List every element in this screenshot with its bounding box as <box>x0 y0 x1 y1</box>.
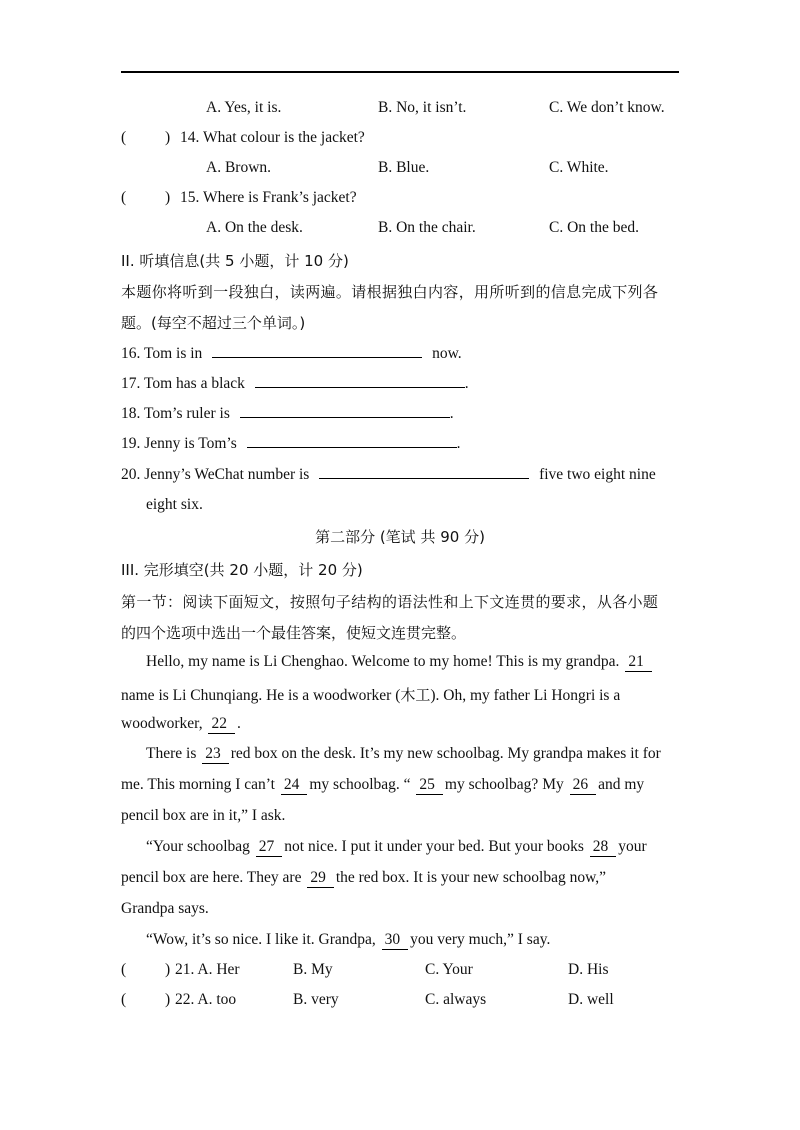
blank-28[interactable]: 28 <box>590 838 617 857</box>
passage-p4-line1 <box>146 931 550 950</box>
q16-text-end: now. <box>432 345 462 362</box>
q18-blank[interactable] <box>240 403 450 418</box>
q13-option-c[interactable]: C. We don’t know. <box>549 99 665 116</box>
q21-option-d[interactable]: D. His <box>568 961 609 978</box>
q22-answer-close: ) <box>165 991 171 1008</box>
passage-text: “Your schoolbag <box>146 838 250 855</box>
q13-option-b[interactable]: B. No, it isn’t. <box>378 99 467 116</box>
q22-option-d[interactable]: D. well <box>568 991 614 1008</box>
passage-text: not nice. I put it under your bed. But your books <box>284 838 584 855</box>
passage-text: the red box. It is your new schoolbag now,” <box>335 869 607 886</box>
blank-25[interactable]: 25 <box>416 776 443 795</box>
q13-option-a[interactable]: A. Yes, it is. <box>206 99 282 116</box>
top-rule <box>121 71 679 73</box>
q16-text: 16. Tom is in <box>121 345 203 362</box>
passage-text: ). Oh, my father Li Hongri is a <box>430 687 621 704</box>
q18-text-end: . <box>449 405 454 422</box>
passage-text: my schoolbag? My <box>444 776 564 793</box>
section-3-heading: III. 完形填空(共 20 小题，计 20 分) <box>121 561 363 579</box>
q21-option-a[interactable]: 21. A. Her <box>175 961 240 978</box>
q17-text: 17. Tom has a black <box>121 375 245 392</box>
passage-text: your <box>618 838 647 855</box>
passage-text-cjk: 木工 <box>400 686 431 704</box>
blank-21[interactable]: 21 <box>625 653 652 672</box>
q14-option-b[interactable]: B. Blue. <box>378 159 430 176</box>
passage-text: name is Li Chunqiang. He is a woodworker ( <box>121 687 401 704</box>
q20-line <box>121 464 656 484</box>
blank-23[interactable]: 23 <box>202 745 229 764</box>
section-2-heading: II. 听填信息(共 5 小题，计 10 分) <box>121 252 349 270</box>
q15-option-c[interactable]: C. On the bed. <box>549 219 639 236</box>
q14-answer-close: ) <box>165 129 171 146</box>
section-2-instructions-line1: 本题你将听到一段独白，读两遍。请根据独白内容，用所听到的信息完成下列各 <box>121 283 659 301</box>
passage-p3-line3: Grandpa says. <box>121 900 209 917</box>
passage-text: and my <box>598 776 645 793</box>
q14-question: 14. What colour is the jacket? <box>180 129 365 146</box>
q15-question: 15. Where is Frank’s jacket? <box>180 189 357 206</box>
q20-blank[interactable] <box>319 464 529 479</box>
q15-answer-open: ( <box>121 189 127 206</box>
q19-text-end: . <box>456 435 461 452</box>
blank-29[interactable]: 29 <box>307 869 334 888</box>
blank-24[interactable]: 24 <box>281 776 308 795</box>
blank-30[interactable]: 30 <box>382 931 409 950</box>
q20-continuation: eight six. <box>146 496 203 513</box>
blank-27[interactable]: 27 <box>256 838 283 857</box>
q20-text: 20. Jenny’s WeChat number is <box>121 466 310 483</box>
passage-text: . <box>236 715 241 732</box>
q14-option-a[interactable]: A. Brown. <box>206 159 272 176</box>
passage-text: my schoolbag. “ <box>309 776 411 793</box>
q14-answer-open: ( <box>121 129 127 146</box>
section-3-instructions-line1: 第一节：阅读下面短文，按照句子结构的语法性和上下文连贯的要求，从各小题 <box>121 593 659 611</box>
passage-p2-line3: pencil box are in it,” I ask. <box>121 807 286 824</box>
passage-p2-line2 <box>121 776 644 795</box>
q15-option-a[interactable]: A. On the desk. <box>206 219 303 236</box>
q22-option-a[interactable]: 22. A. too <box>175 991 237 1008</box>
q22-answer-open: ( <box>121 991 127 1008</box>
passage-p3-line2 <box>121 869 606 888</box>
q21-answer-open: ( <box>121 961 127 978</box>
q17-text-end: . <box>464 375 469 392</box>
q19-line <box>121 433 461 453</box>
q17-blank[interactable] <box>255 373 465 388</box>
passage-text: woodworker, <box>121 715 203 732</box>
passage-text: pencil box are here. They are <box>121 869 302 886</box>
passage-text: Hello, my name is Li Chenghao. Welcome to my home! This is my grandpa. <box>146 653 620 670</box>
blank-22[interactable]: 22 <box>208 715 235 734</box>
q16-line <box>121 343 462 363</box>
section-3-instructions-line2: 的四个选项中选出一个最佳答案，使短文连贯完整。 <box>121 624 467 642</box>
q17-line <box>121 373 469 393</box>
q19-blank[interactable] <box>247 433 457 448</box>
passage-p1-line1 <box>146 653 654 672</box>
q18-line <box>121 403 454 423</box>
q16-blank[interactable] <box>212 343 422 358</box>
q15-answer-close: ) <box>165 189 171 206</box>
passage-text: red box on the desk. It’s my new schoolbag. My grandpa makes it for <box>230 745 661 762</box>
passage-text: you very much,” I say. <box>410 931 551 948</box>
q22-option-b[interactable]: B. very <box>293 991 339 1008</box>
q21-option-c[interactable]: C. Your <box>425 961 473 978</box>
q21-option-b[interactable]: B. My <box>293 961 333 978</box>
passage-p1-line2 <box>121 684 620 705</box>
q22-option-c[interactable]: C. always <box>425 991 487 1008</box>
part-2-heading: 第二部分 (笔试 共 90 分) <box>315 528 485 546</box>
passage-text: me. This morning I can’t <box>121 776 275 793</box>
passage-text: There is <box>146 745 197 762</box>
passage-p3-line1 <box>146 838 647 857</box>
passage-text: “Wow, it’s so nice. I like it. Grandpa, <box>146 931 376 948</box>
q15-option-b[interactable]: B. On the chair. <box>378 219 476 236</box>
passage-p2-line1 <box>146 745 661 764</box>
q20-text-end: five two eight nine <box>539 466 656 483</box>
q14-option-c[interactable]: C. White. <box>549 159 609 176</box>
q19-text: 19. Jenny is Tom’s <box>121 435 237 452</box>
q18-text: 18. Tom’s ruler is <box>121 405 230 422</box>
section-2-instructions-line2: 题。(每空不超过三个单词。) <box>121 314 306 332</box>
blank-26[interactable]: 26 <box>570 776 597 795</box>
q21-answer-close: ) <box>165 961 171 978</box>
passage-p1-line3 <box>121 715 241 734</box>
